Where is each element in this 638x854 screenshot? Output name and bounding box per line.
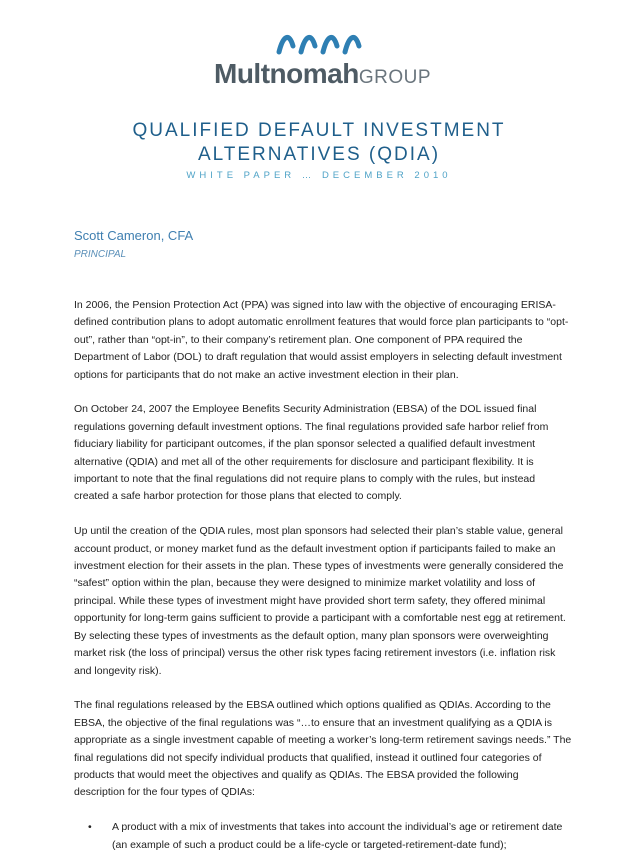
bullet-item: [74, 819, 572, 854]
document-title-line-2: ALTERNATIVES (QDIA): [197, 144, 441, 165]
bullet-text: A product with a mix of investments that takes into account the individual’s age or retirement date (an example of such a product could be a life-cycle or targeted-retirement-date fund);: [112, 821, 563, 851]
body-paragraph: The final regulations released by the EBSA outlined which options qualified as QDIAs. According to the EBSA, the objective of the final regulations was “…to ensure that an investment qualifying as a QDIA is appropriate as a single investment capable of meeting a worker’s long-term retirement savings needs.” The final regulations did not specify individual products that qualified, instead it outlined four categories of products that would meet the objectives and qualify as QDIAs. The EBSA provided the following description for the four types of QDIAs:: [74, 699, 572, 799]
company-logo: [0, 28, 638, 98]
body-paragraph: On October 24, 2007 the Employee Benefits Security Administration (EBSA) of the DOL issued final regulations governing default investment options. The final regulations provided safe harbor relief from fiduciary liability for participant outcomes, if the plan sponsor selected a qualified default investment alternative (QDIA) and met all of the other requirements for disclosure and participant flexibility. It is important to note that the final regulations did not require plans to comply with the rules, but instead created a safe harbor protection for those plans that elected to comply.: [74, 403, 549, 503]
document-subtitle: WHITE PAPER … DECEMBER 2010: [186, 170, 452, 181]
document-title-line-1: QUALIFIED DEFAULT INVESTMENT: [132, 120, 506, 141]
body-paragraph: Up until the creation of the QDIA rules, most plan sponsors had selected their plan’s stable value, general account product, or money market fund as the default investment option if participants failed to make an investment election for their assets in the plan. These types of investments were generally considered the “safest” option within the plan, because they were designed to minimize market volatility and loss of principal. While these types of investment might have provided short term safety, they offered minimal opportunity for long-term gains sufficient to provide a participant with a comfortable nest egg at retirement. By selecting these types of investments as the default option, many plan sponsors were overweighting market risk (the loss of principal) versus the other risk types facing retirement investors (i.e. inflation risk and longevity risk).: [74, 525, 566, 677]
logo-brand: Multnomah: [214, 58, 359, 89]
document-body: [74, 297, 572, 854]
logo-wordmark: [214, 58, 431, 90]
logo-suffix: GROUP: [358, 67, 431, 88]
author-name: Scott Cameron, CFA: [74, 228, 194, 243]
body-paragraph: In 2006, the Pension Protection Act (PPA) was signed into law with the objective of encouraging ERISA-defined contribution plans to adopt automatic enrollment features that would force plan participants to “opt-out”, rather than “opt-in”, to their company’s retirement plan. One component of PPA required the Department of Labor (DOL) to draft regulation that would assist employers in selecting default investment options for participants that do not make an active investment election in their plan.: [74, 299, 569, 381]
wave-marks-logo-icon: [273, 28, 365, 56]
author-role: PRINCIPAL: [74, 249, 127, 260]
bullet-marker: •: [88, 821, 92, 834]
